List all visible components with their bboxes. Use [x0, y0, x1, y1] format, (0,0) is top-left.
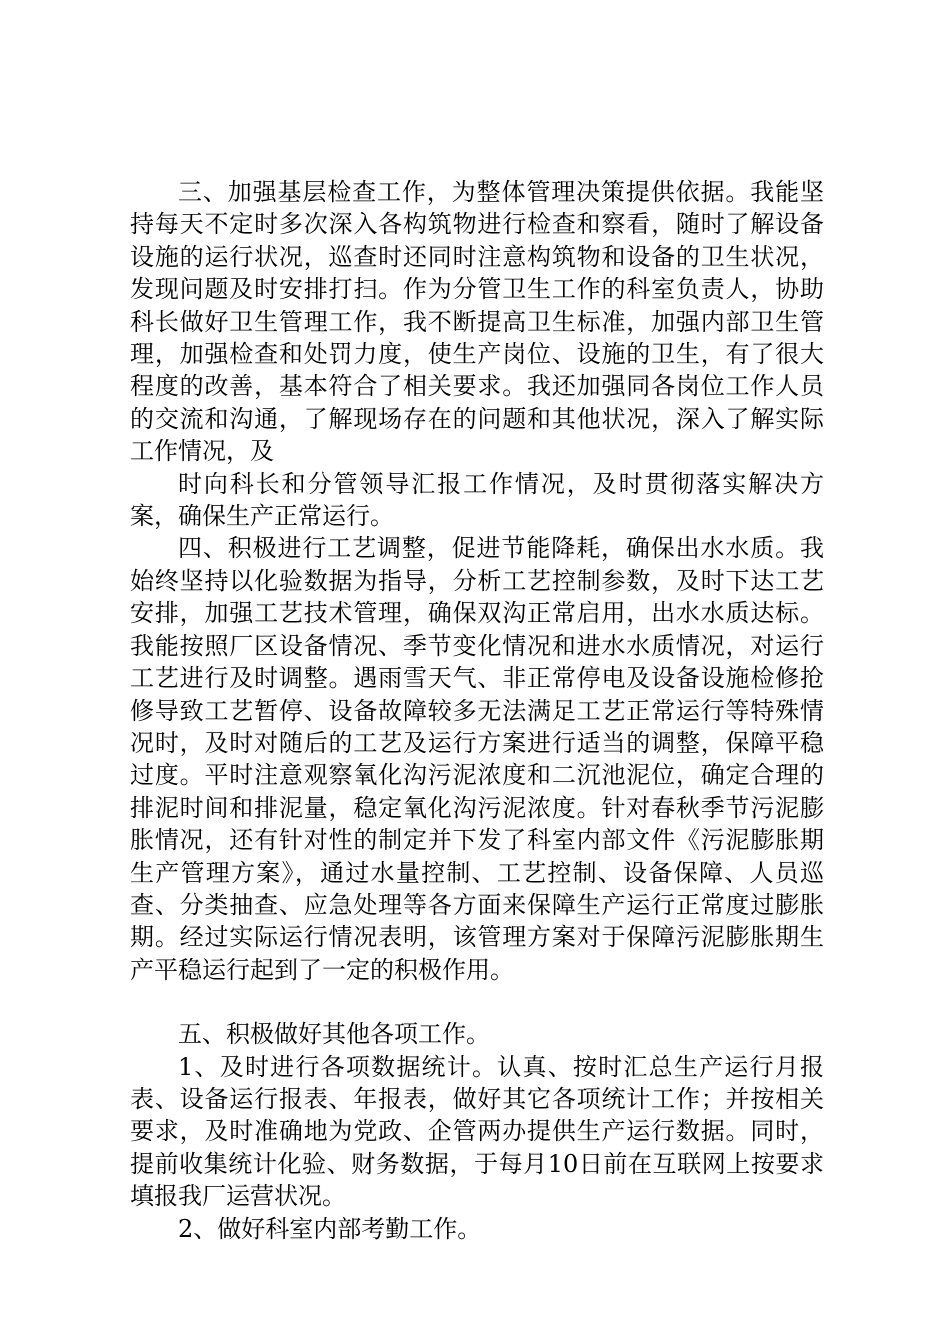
paragraph-section-3-continued: 时向科长和分管领导汇报工作情况，及时贯彻落实解决方案，确保生产正常运行。 — [130, 469, 824, 531]
paragraph-item-1: 1、及时进行各项数据统计。认真、按时汇总生产运行月报表、设备运行报表、年报表，做好其它各项统计工作；并按相关要求，及时准确地为党政、企管两办提供生产运行数据。同时，提前收集统计化验、财务数据，于每月10日前在互联网上按要求填报我厂运营状况。 — [130, 1052, 824, 1211]
paragraph-section-4: 四、积极进行工艺调整，促进节能降耗，确保出水水质。我始终坚持以化验数据为指导，分析工艺控制参数，及时下达工艺安排，加强工艺技术管理，确保双沟正常启用，出水水质达标。我能按照厂区设备情况、季节变化情况和进水水质情况，对运行工艺进行及时调整。遇雨雪天气、非正常停电及设备设施检修抢修导致工艺暂停、设备故障较多无法满足工艺正常运行等特殊情况时，及时对随后的工艺及运行方案进行适当的调整，保障平稳过度。平时注意观察氧化沟污泥浓度和二沉池泥位，确定合理的排泥时间和排泥量，稳定氧化沟污泥浓度。针对春秋季节污泥膨胀情况，还有针对性的制定并下发了科室内部文件《污泥膨胀期生产管理方案》，通过水量控制、工艺控制、设备保障、人员巡查、分类抽查、应急处理等各方面来保障生产运行正常度过膨胀期。经过实际运行情况表明，该管理方案对于保障污泥膨胀期生产平稳运行起到了一定的积极作用。 — [130, 534, 824, 984]
document-body — [130, 176, 824, 1245]
paragraph-item-2: 2、做好科室内部考勤工作。 — [178, 1214, 482, 1243]
paragraph-spacer — [130, 986, 824, 1018]
paragraph-section-5-heading: 五、积极做好其他各项工作。 — [178, 1020, 490, 1049]
paragraph-section-3: 三、加强基层检查工作，为整体管理决策提供依据。我能坚持每天不定时多次深入各构筑物进行检查和察看，随时了解设备设施的运行状况，巡查时还同时注意构筑物和设备的卫生状况，发现问题及时安排打扫。作为分管卫生工作的科室负责人，协助科长做好卫生管理工作，我不断提高卫生标准，加强内部卫生管理，加强检查和处罚力度，使生产岗位、设施的卫生，有了很大程度的改善，基本符合了相关要求。我还加强同各岗位工作人员的交流和沟通，了解现场存在的问题和其他状况，深入了解实际工作情况，及 — [130, 178, 824, 466]
